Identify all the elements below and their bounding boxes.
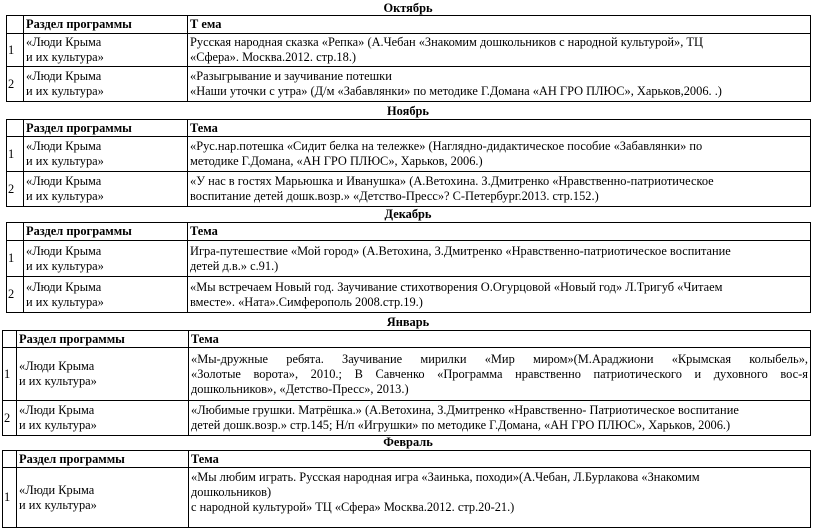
section-cell xyxy=(24,67,188,102)
topic-line: «Мы встречаем Новый год. Заучивание стихотворения О.Огурцовой «Новый год» Л.Тригуб «Читаем xyxy=(190,279,723,294)
section-line: и их культура» xyxy=(26,258,104,273)
table-header-row xyxy=(3,451,811,468)
topic-line: «Любимые грушки. Матрёшка.» (А.Ветохина, З.Дмитренко «Нравственно- Патриотическое воспитание xyxy=(191,403,739,417)
num-header-cell xyxy=(7,120,24,137)
topic-line: «Золотые ворота», 2010.; В Савченко «Программа нравственно патриотического и духовного вос-я xyxy=(191,366,808,381)
section-line: «Люди Крыма xyxy=(26,139,102,153)
section-line: и их культура» xyxy=(19,374,97,388)
topic-header: Тема xyxy=(189,451,811,468)
row-number: 2 xyxy=(7,277,24,313)
topic-header: Тема xyxy=(188,223,811,241)
topic-header: Тема xyxy=(188,120,811,137)
section-line: «Люди Крыма xyxy=(26,35,102,49)
row-number: 2 xyxy=(7,172,24,207)
table-row xyxy=(7,137,811,172)
row-number: 1 xyxy=(7,241,24,277)
row-number: 1 xyxy=(7,34,24,67)
section-line: «Люди Крыма xyxy=(19,403,95,417)
table-header-row xyxy=(7,16,811,34)
row-number: 2 xyxy=(7,67,24,102)
section-line: «Люди Крыма xyxy=(19,482,95,497)
table-row xyxy=(7,67,811,102)
section-cell xyxy=(24,277,188,313)
topic-cell xyxy=(189,348,811,401)
row-number: 1 xyxy=(3,348,17,401)
schedule-table-november xyxy=(6,119,811,207)
table-row xyxy=(7,172,811,207)
topic-line: «Мы-дружные ребята. Заучивание мирилки «Мир миром»(М.Араджиони «Крымская колыбель», xyxy=(191,351,808,366)
section-cell xyxy=(24,34,188,67)
topic-cell xyxy=(188,241,811,277)
table-row xyxy=(7,241,811,277)
month-title-november: Ноябрь xyxy=(387,104,429,118)
table-header-row xyxy=(3,331,811,348)
topic-header: Т ема xyxy=(188,16,811,34)
section-line: и их культура» xyxy=(26,50,104,64)
table-row xyxy=(3,468,811,528)
topic-line: «Наши уточки с утра» (Д/м «Забавлянки» по методике Г.Домана «АН ГРО ПЛЮС», Харьков,2006. .) xyxy=(190,84,722,98)
section-cell xyxy=(17,401,189,436)
topic-line: методике Г.Домана, «АН ГРО ПЛЮС», Харьков, 2006.) xyxy=(190,154,483,168)
section-header: Раздел программы xyxy=(24,16,188,34)
topic-cell xyxy=(188,277,811,313)
topic-line: воспитание детей дошк.возр.» «Детство-Пресс»? С-Петербург.2013. стр.152.) xyxy=(190,189,599,203)
topic-cell xyxy=(189,468,811,528)
row-number: 2 xyxy=(3,401,17,436)
topic-line: детей дошк.возр.» стр.145; Н/п «Игрушки» по методике Г.Домана, «АН ГРО ПЛЮС», Харьков, 2006.) xyxy=(191,418,731,432)
section-line: и их культура» xyxy=(26,294,104,309)
topic-cell xyxy=(188,67,811,102)
topic-line: с народной культурой» ТЦ «Сфера» Москва.2012. стр.20-21.) xyxy=(191,500,515,514)
schedule-table-december xyxy=(6,222,811,313)
table-row xyxy=(7,34,811,67)
topic-line: «Мы любим играть. Русская народная игра «Заинька, походи»(А.Чебан, Л.Бурлакова «Знакомим xyxy=(191,470,700,484)
section-line: «Люди Крыма xyxy=(19,359,95,373)
topic-cell xyxy=(188,172,811,207)
topic-line: вместе». «Ната».Симферополь 2008.стр.19.) xyxy=(190,294,423,309)
topic-cell xyxy=(189,401,811,436)
topic-line: «Разыгрывание и заучивание потешки xyxy=(190,69,392,83)
section-line: и их культура» xyxy=(19,418,97,432)
topic-line: дошкольников) xyxy=(191,485,272,499)
section-cell xyxy=(24,172,188,207)
topic-cell xyxy=(188,137,811,172)
section-header: Раздел программы xyxy=(17,331,189,348)
topic-line: детей д.в.» с.91.) xyxy=(190,258,279,273)
month-title-october: Октябрь xyxy=(383,1,433,15)
section-line: и их культура» xyxy=(19,497,97,512)
schedule-table-january xyxy=(2,330,811,436)
topic-line: «Сфера». Москва.2012. стр.18.) xyxy=(190,50,357,64)
topic-line: Игра-путешествие «Мой город» (А.Ветохина, З.Дмитренко «Нравственно-патриотическое воспитание xyxy=(190,243,731,258)
row-number: 1 xyxy=(7,137,24,172)
row-number: 1 xyxy=(3,468,17,528)
table-header-row xyxy=(7,120,811,137)
section-line: «Люди Крыма xyxy=(26,69,102,83)
topic-cell xyxy=(188,34,811,67)
section-cell xyxy=(24,241,188,277)
topic-line: Русская народная сказка «Репка» (А.Чебан «Знакомим дошкольников с народной культурой», ТЦ xyxy=(190,35,703,49)
topic-line: «У нас в гостях Марьюшка и Иванушка» (А.Ветохина. З.Дмитренко «Нравственно-патриотическое xyxy=(190,174,714,188)
month-title-february: Февраль xyxy=(383,435,433,449)
num-header-cell xyxy=(3,451,17,468)
table-row xyxy=(3,348,811,401)
month-title-december: Декабрь xyxy=(384,207,432,221)
table-row xyxy=(3,401,811,436)
section-line: «Люди Крыма xyxy=(26,279,102,294)
section-line: и их культура» xyxy=(26,189,104,203)
section-header: Раздел программы xyxy=(17,451,189,468)
month-title-january: Январь xyxy=(386,315,430,329)
topic-line: «Рус.нар.потешка «Сидит белка на тележке» (Наглядно-дидактическое пособие «Забавлянки» по xyxy=(190,139,703,153)
num-header-cell xyxy=(3,331,17,348)
num-header-cell xyxy=(7,16,24,34)
schedule-table-october xyxy=(6,15,811,102)
topic-line: дошкольников», «Детство-Пресс», 2013.) xyxy=(191,381,409,396)
section-line: и их культура» xyxy=(26,84,104,98)
section-cell xyxy=(17,348,189,401)
section-line: «Люди Крыма xyxy=(26,174,102,188)
section-line: «Люди Крыма xyxy=(26,243,102,258)
table-header-row xyxy=(7,223,811,241)
schedule-table-february xyxy=(2,450,811,528)
section-cell xyxy=(24,137,188,172)
section-cell xyxy=(17,468,189,528)
section-header: Раздел программы xyxy=(24,120,188,137)
section-line: и их культура» xyxy=(26,154,104,168)
table-row xyxy=(7,277,811,313)
num-header-cell xyxy=(7,223,24,241)
topic-header: Тема xyxy=(189,331,811,348)
section-header: Раздел программы xyxy=(24,223,188,241)
